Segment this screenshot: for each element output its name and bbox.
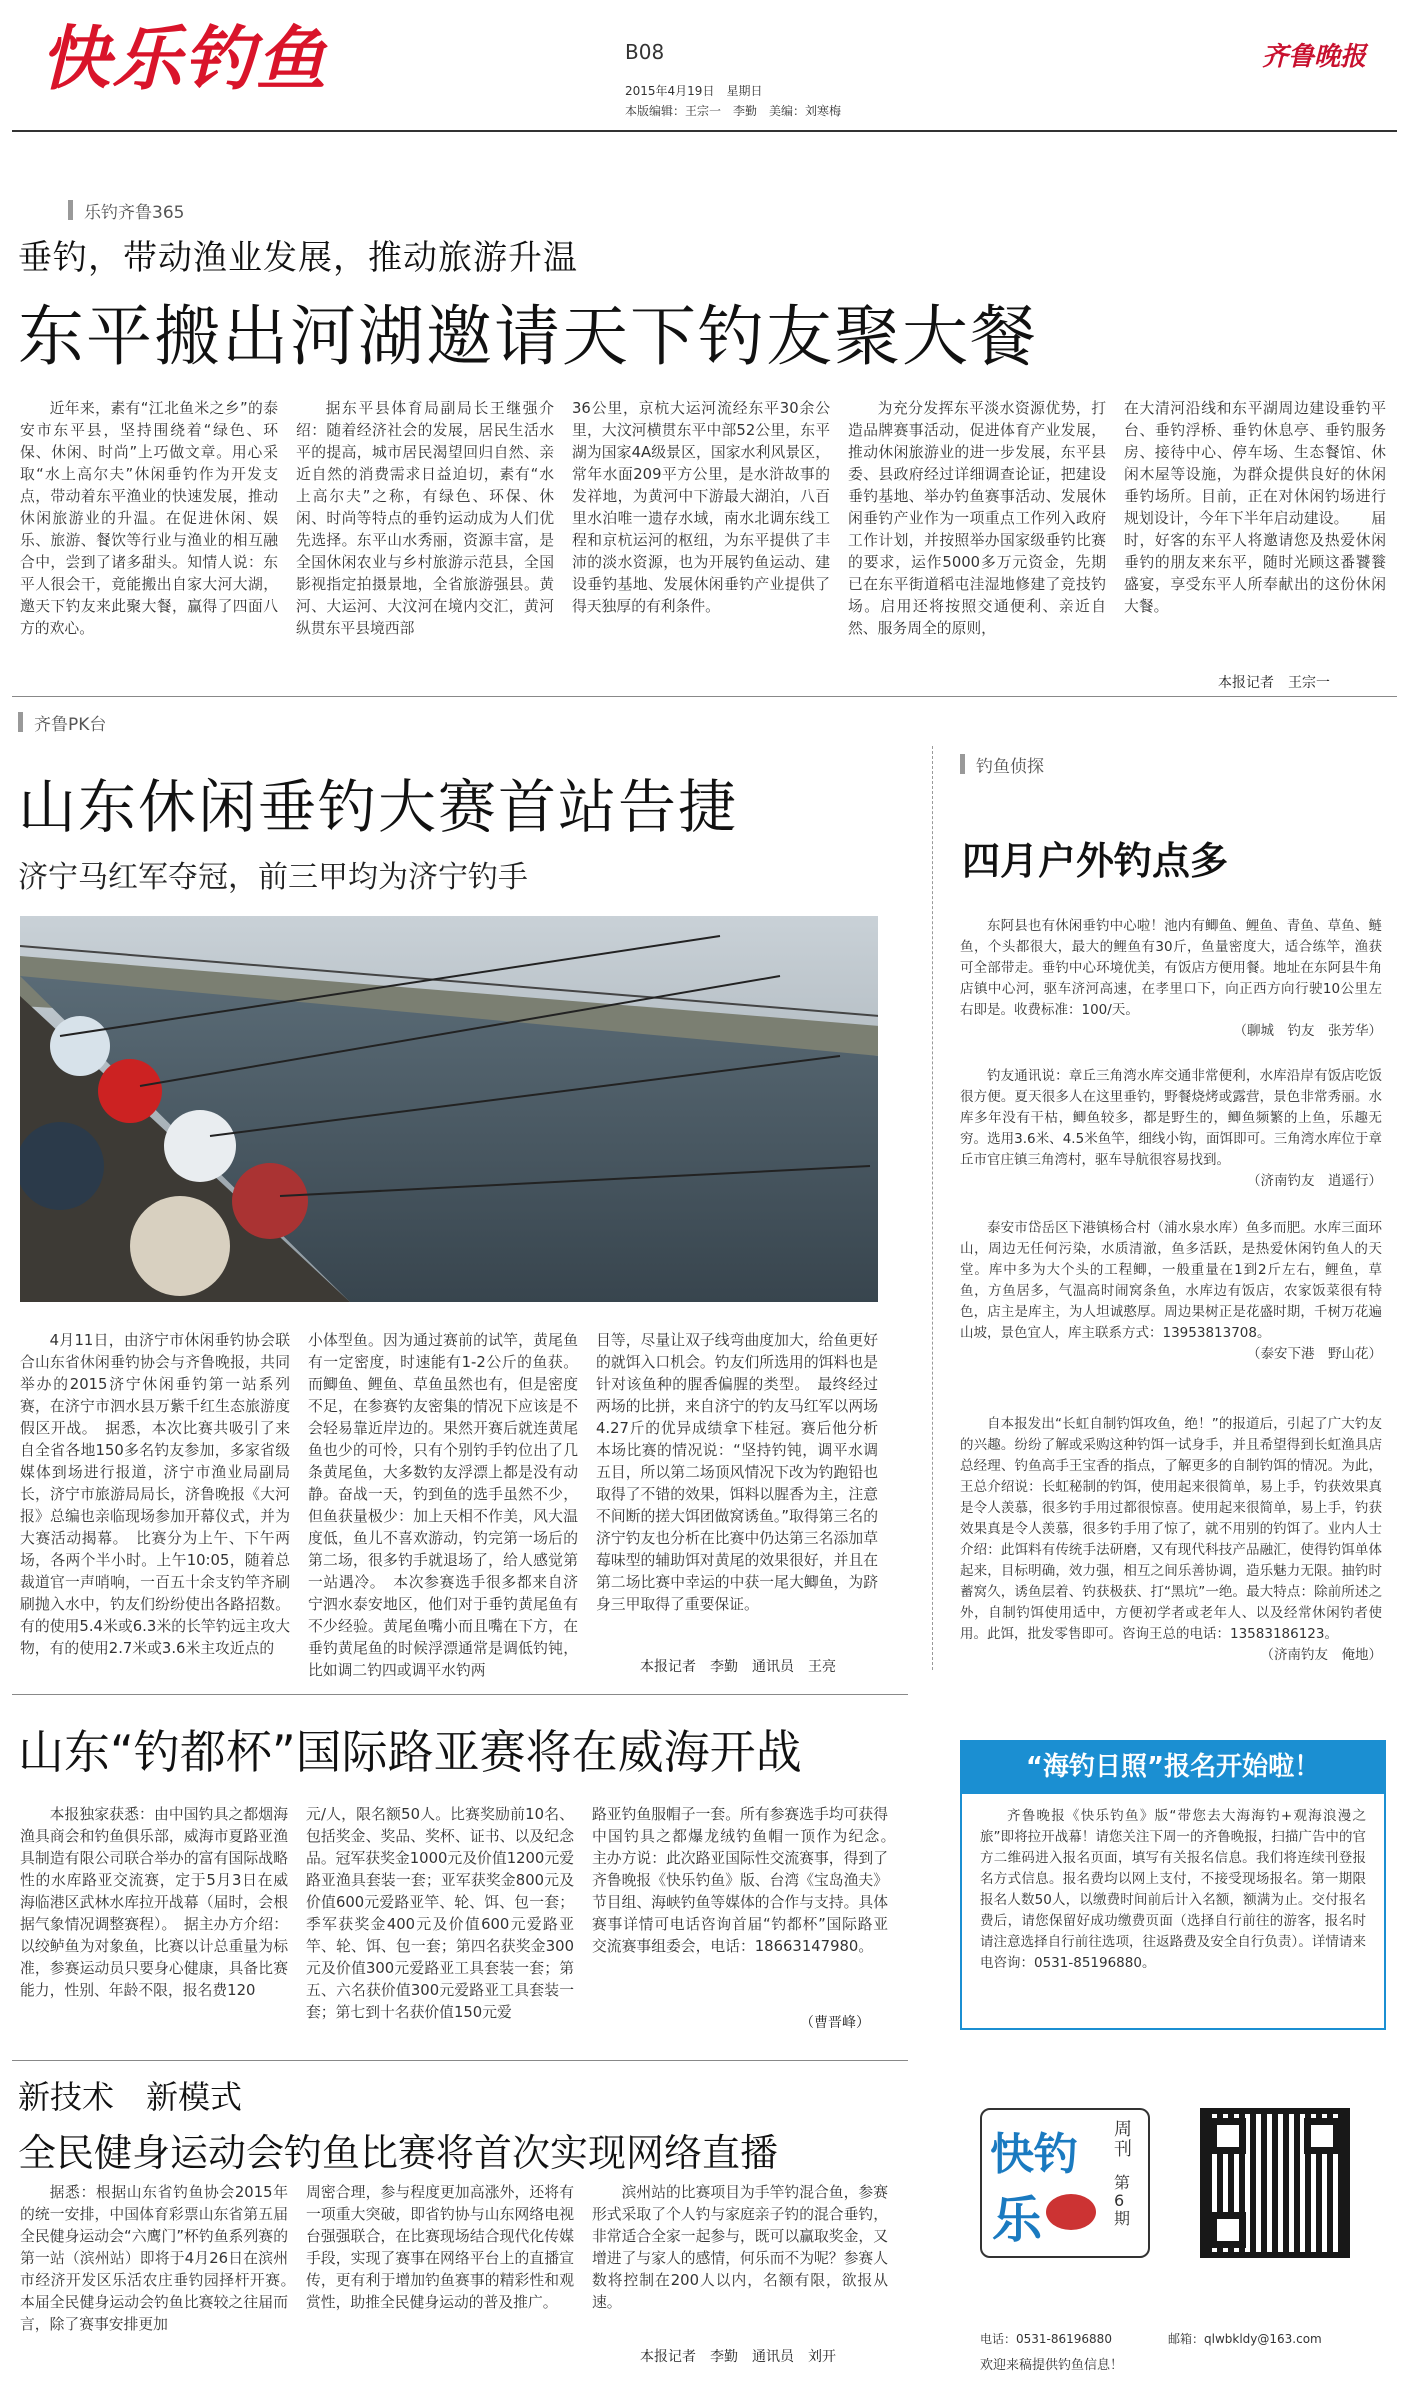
- haidiao-ad-text: 齐鲁晚报《快乐钓鱼》版“带您去大海海钓+观海浪漫之旅”即将拉开战幕！请您关注下周一的齐鲁晚报，扫描广告中的官方二维码进入报名页面，填写有关报名信息。我们将连续刊登报名方式信息。报名费均以网上支付，不接受现场报名。第一期限报名人数50人，以缴费时间前后计入名额，额满为止。交付报名费后，请您保留好成功缴费页面（选择自行前往的游客，报名时请注意选择自行前往选项，往返路费及安全自行负责）。详情请来电咨询：0531-85196880。: [980, 1808, 1366, 1971]
- a1-col-3: 36公里，京杭大运河流经东平30余公里，大汶河横贯东平中部52公里，东平湖为国家4A级景区，国家水利风景区，常年水面209平方公里，是水浒故事的发祥地，为黄河中下游最大湖泊，八百里水泊唯一遗存水域，南水北调东线工程和京杭运河的枢纽，为东平提供了丰沛的淡水资源，也为开展钓鱼运动、建设垂钓基地、发展休闲垂钓产业提供了得天独厚的有利条件。: [572, 400, 830, 615]
- promo-issue: 第6期: [1114, 2173, 1131, 2228]
- editors: 本版编辑：王宗一 李勤 美编：刘寒梅: [625, 104, 842, 118]
- haidiao-ad-title: “海钓日照”报名开始啦！: [962, 1740, 1384, 1794]
- promo-brand-1: 快钓: [990, 2129, 1078, 2180]
- qr-code: [1200, 2108, 1350, 2258]
- a2-col-2: 小体型鱼。因为通过赛前的试竿，黄尾鱼有一定密度，时速能有1-2公斤的鱼获。而鲫鱼、鲤鱼、草鱼虽然也有，但是密度不足，在参赛钓友密集的情况下应该是不会轻易靠近岸边的。果然开赛后就连黄尾鱼也少的可怜，只有个别钓手钓位出了几条黄尾鱼，大多数钓友浮漂上都是没有动静。奋战一天，钓到鱼的选手虽然不少，但鱼获量极少：加上天相不作美，风大温度低，鱼儿不喜欢游动，钓完第一场后的第二场，很多钓手就退场了，给人感觉第一站遇冷。 本次参赛选手很多都来自济宁泗水泰安地区，他们对于垂钓黄尾鱼有不少经验。黄尾鱼嘴小而且嘴在下方，在垂钓黄尾鱼的时候浮漂通常是调低钓钝，比如调二钓四或调平水钓两: [308, 1332, 578, 1679]
- promo-weekly: 周刊: [1114, 2119, 1132, 2160]
- a2-headline: 山东休闲垂钓大赛首站告捷: [18, 773, 739, 841]
- a3-item-3: 泰安市岱岳区下港镇杨合村（浦水泉水库）鱼多而肥。水库三面环山，周边无任何污染，水质清澈，鱼多活跃，是热爱休闲钓鱼人的天堂。库中多为大个头的工程鲫，一般重量在1到2斤左右，鲤鱼，草鱼，方鱼居多，气温高时闹窝条鱼，水库边有饭店，农家饭菜很有特色，店主是库主，为人坦诚憨厚。周边果树正是花盛时期，千树万花遍山坡，景色宜人，库主联系方式：13953813708。 （泰安下港 野山花）: [960, 1218, 1382, 1365]
- promo-phone: 电话：0531-86196880: [980, 2332, 1112, 2346]
- a2-subheadline: 济宁马红军夺冠，前三甲均为济宁钓手: [18, 860, 528, 895]
- page-number: B08: [625, 40, 665, 64]
- a1-kicker: 垂钓，带动渔业发展，推动旅游升温: [18, 238, 578, 278]
- a3-item-4-sig: （济南钓友 俺地）: [1260, 1647, 1382, 1663]
- a3-item-4: 自本报发出“长虹自制钓饵攻鱼，绝！”的报道后，引起了广大钓友的兴趣。纷纷了解或采购这种钓饵一试身手，并且希望得到长虹渔具店总经理、钓鱼高手王宝香的指点，了解更多的自制钓饵的情况。为此，王总介绍说：长虹秘制的钓饵，使用起来很简单，易上手，钓获效果真是令人羡慕，很多钓手用过都很惊喜。使用起来很简单，易上手，钓获效果真是令人羡慕，很多钓手用了惊了，就不用别的钓饵了。业内人士介绍：此饵料有传统手法研磨，又有现代科技产品融汇，使得钓饵单体起来，目标明确，效力强，相互之间乐善协调，造乐魅力无限。抽钓时蓄窝久，诱鱼层着、钓获极获、打“黑坑”一绝。最大特点：除前所述之外，自制钓饵使用适中，方便初学者或老年人、以及经常休闲钓者使用。此饵，批发零售即可。咨询王总的电话：13583186123。 （济南钓友 俺地）: [960, 1414, 1382, 1666]
- section-label-a1: 乐钓齐鲁365: [68, 198, 184, 223]
- promo-logo: [980, 2108, 1150, 2258]
- section-label-a3: 钓鱼侦探: [960, 752, 1044, 777]
- a4-col-1: 本报独家获悉：由中国钓具之都烟海渔具商会和钓鱼俱乐部，威海市夏路亚渔具制造有限公司联合举办的富有国际战略性的水库路亚交流赛，定于5月3日在威海临港区武林水库拉开战幕（届时，会根据气象情况调整赛程）。 据主办方介绍：以绞鲈鱼为对象鱼，比赛以计总重量为标准，参赛运动员只要身心健康，具备比赛能力，性别、年龄不限，报名费120: [20, 1806, 288, 1999]
- a3-item-1-sig: （聊城 钓友 张芳华）: [1233, 1023, 1382, 1039]
- a5-headline: 全民健身运动会钓鱼比赛将首次实现网络直播: [18, 2131, 779, 2175]
- a2-col-1: 4月11日，由济宁市休闲垂钓协会联合山东省休闲垂钓协会与齐鲁晚报，共同举办的2015济宁休闲垂钓第一站系列赛，在济宁市泗水县万紫千红生态旅游度假区开战。 据悉，本次比赛共吸引了来自全省各地150多名钓友参加，多家省级媒体到场进行报道，济宁市渔业局副局长，济宁市旅游局局长，济鲁晚报《大河报》总编也亲临现场参加开幕仪式，并为大赛活动揭幕。 比赛分为上午、下午两场，各两个半小时。上午10:05，随着总裁道官一声哨响，一百五十余支钓竿齐刷刷抛入水中，钓友们纷纷使出各路招数。有的使用5.4米或6.3米的长竿钓远主攻大物，有的使用2.7米或3.6米主攻近点的: [20, 1332, 290, 1657]
- promo-email: 邮箱：qlwbkldy@163.com: [1168, 2332, 1322, 2346]
- fish-icon: [1046, 2194, 1096, 2230]
- promo-brand-2: 乐: [992, 2191, 1042, 2249]
- a1-headline: 东平搬出河湖邀请天下钓友聚大餐: [18, 298, 1038, 375]
- a5-rule: [12, 2060, 908, 2061]
- a5-col-1: 据悉：根据山东省钓鱼协会2015年的统一安排，中国体育彩票山东省第五届全民健身运动会“六鹰门”杯钓鱼系列赛的第一站（滨州站）即将于4月26日在滨州市经济开发区乐活农庄垂钓园择杆开赛。 本届全民健身运动会钓鱼比赛较之往届而言，除了赛事安排更加: [20, 2184, 303, 2333]
- newspaper-logo: 齐鲁晚报: [1262, 42, 1367, 72]
- a3-headline: 四月户外钓点多: [962, 839, 1229, 883]
- a3-item-2-sig: （济南钓友 逍遥行）: [1247, 1173, 1382, 1189]
- a4-col-3: 路亚钓鱼服帽子一套。所有参赛选手均可获得中国钓具之都爆龙绒钓鱼帽一顶作为纪念。 主办方说：此次路亚国际性交流赛事，得到了齐鲁晚报《快乐钓鱼》版、台湾《宝岛渔夫》节目组、海峡钓鱼等媒体的合作与支持。具体赛事详情可电话咨询首届“钓都杯”国际路亚交流赛事组委会，电话：18663147980。: [592, 1806, 903, 1955]
- photo-fishing-contest: [20, 916, 878, 1302]
- a4-rule: [12, 1694, 908, 1695]
- a1-byline: 本报记者 王宗一: [1218, 675, 1330, 691]
- weekly-promo: [980, 2108, 1386, 2380]
- sidebar-border: [932, 746, 933, 1670]
- masthead-rule: [12, 130, 1397, 132]
- a1-rule: [12, 696, 1397, 697]
- issue-date: 2015年4月19日 星期日: [625, 84, 763, 98]
- haidiao-ad: [960, 1740, 1386, 2030]
- a3-item-2: 钓友通讯说：章丘三角湾水库交通非常便利，水库沿岸有饭店吃饭很方便。夏天很多人在这里垂钓，野餐烧烤或露营，景色非常秀丽。水库多年没有干枯，鲫鱼较多，都是野生的，鲫鱼频繁的上鱼，乐趣无穷。选用3.6米、4.5米鱼竿，细线小钩，面饵即可。三角湾水库位于章丘市官庄镇三角湾村，驱车导航很容易找到。 （济南钓友 逍遥行）: [960, 1066, 1382, 1192]
- a4-headline: 山东“钓都杯”国际路亚赛将在威海开战: [18, 1725, 802, 1779]
- a1-col-1: 近年来，素有“江北鱼米之乡”的泰安市东平县，坚持围绕着“绿色、环保、休闲、时尚”上巧做文章。用心采取“水上高尔夫”休闲垂钓作为开发支点，带动着东平渔业的快速发展，推动休闲旅游业的升温。在促进休闲、娱乐、旅游、餐饮等行业与渔业的相互融合中，尝到了诸多甜头。知情人说：东平人很会干，竟能搬出自家大河大湖，邀天下钓友来此聚大餐，赢得了四面八方的欢心。: [20, 400, 278, 637]
- a1-col-2: 据东平县体育局副局长王继强介绍：随着经济社会的发展，居民生活水平的提高，城市居民渴望回归自然、亲近自然的消费需求日益迫切，素有“水上高尔夫”之称，有绿色、环保、休闲、时尚等特点的垂钓运动成为人们优先选择。东平山水秀丽，资源丰富，是全国休闲农业与乡村旅游示范县，全国影视指定拍摄景地，全省旅游强县。黄河、大运河、大汶河在境内交汇，黄河纵贯东平县境西部: [296, 400, 554, 637]
- a3-item-3-sig: （泰安下港 野山花）: [1247, 1346, 1382, 1362]
- a4-signature: （曹晋峰）: [800, 2015, 870, 2031]
- a2-col-3: 目等，尽量让双子线弯曲度加大，给鱼更好的就饵入口机会。钓友们所选用的饵料也是针对该鱼种的腥香偏腥的类型。 最终经过两场的比拼，来自济宁的钓友马红军以两场4.27斤的优异成绩拿下桂冠。赛后他分析本场比赛的情况说：“坚持钓钝，调平水调五目，所以第二场顶风情况下改为钓跑铅也取得了不错的效果，饵料以腥香为主，注意不间断的搓大饵团做窝诱鱼。”取得第三名的济宁钓友也分析在比赛中仍达第三名添加草莓味型的辅助饵对黄尾的效果很好，并且在第二场比赛中幸运的中获一尾大鲫鱼，为跻身三甲取得了重要保证。: [596, 1332, 878, 1613]
- a3-item-1: 东阿县也有休闲垂钓中心啦！池内有鲫鱼、鲤鱼、青鱼、草鱼、鲢鱼，个头都很大，最大的鲤鱼有30斤，鱼量密度大，适合练竿，渔获可全部带走。垂钓中心环境优美，有饭店方便用餐。地址在东阿县牛角店镇中心河，驱车济河高速，在孝里口下，向正西方向行驶10公里左右即是。收费标准：100/天。 （聊城 钓友 张芳华）: [960, 916, 1382, 1042]
- a2-byline: 本报记者 李勤 通讯员 王亮: [640, 1659, 836, 1675]
- a5-col-3: 滨州站的比赛项目为手竿钓混合鱼，参赛形式采取了个人钓与家庭亲子钓的混合垂钓，非常适合全家一起参与，既可以赢取奖金，又增进了与家人的感情，何乐而不为呢？参赛人数将控制在200人以内，名额有限，欲报从速。: [592, 2184, 888, 2311]
- section-label-a2: 齐鲁PK台: [18, 710, 106, 735]
- promo-welcome: 欢迎来稿提供钓鱼信息！: [980, 2358, 1124, 2373]
- a4-col-2: 元/人，限名额50人。比赛奖励前10名、包括奖金、奖品、奖杯、证书、以及纪念品。冠军获奖金1000元及价值1200元爱路亚渔具套装一套；亚军获奖金800元及价值600元爱路亚竿、轮、饵、包一套；季军获奖金400元及价值600元爱路亚竿、轮、饵、包一套；第四名获奖金300元及价值300元爱路亚工具套装一套；第五、六名获价值300元爱路亚工具套装一套；第七到十名获价值150元爱: [306, 1806, 574, 2021]
- a5-byline: 本报记者 李勤 通讯员 刘开: [640, 2349, 836, 2365]
- masthead-title: 快乐钓鱼: [40, 18, 328, 100]
- a5-col-2: 周密合理，参与程度更加高涨外，还将有一项重大突破，即省钓协与山东网络电视台强强联合，在比赛现场结合现代化传媒手段，实现了赛事在网络平台上的直播宣传，更有利于增加钓鱼赛事的精彩性和观赏性，助推全民健身运动的普及推广。: [306, 2184, 574, 2311]
- a1-col-5: 在大清河沿线和东平湖周边建设垂钓平台、垂钓浮桥、垂钓休息亭、垂钓服务房、接待中心、停车场、生态餐馆、休闲木屋等设施，为群众提供良好的休闲垂钓场所。目前，正在对休闲钓场进行规划设计，今年下半年启动建设。 届时，好客的东平人将邀请您及热爱休闲垂钓的朋友来东平，随时光顾这番饕餮盛宴，享受东平人所奉献出的这份休闲大餐。: [1124, 400, 1386, 615]
- a5-kicker: 新技术 新模式: [18, 2078, 243, 2116]
- a1-col-4: 为充分发挥东平淡水资源优势，打造品牌赛事活动，促进体育产业发展，推动休闲旅游业的进一步发展，东平县委、县政府经过详细调查论证，把建设垂钓基地、举办钓鱼赛事活动、发展休闲垂钓产业作为一项重点工作列入政府工作计划，并按照举办国家级垂钓比赛的要求，运作5000多万元资金，先期已在东平街道稻屯洼湿地修建了竞技钓场。启用还将按照交通便利、亲近自然、服务周全的原则，: [848, 400, 1106, 637]
